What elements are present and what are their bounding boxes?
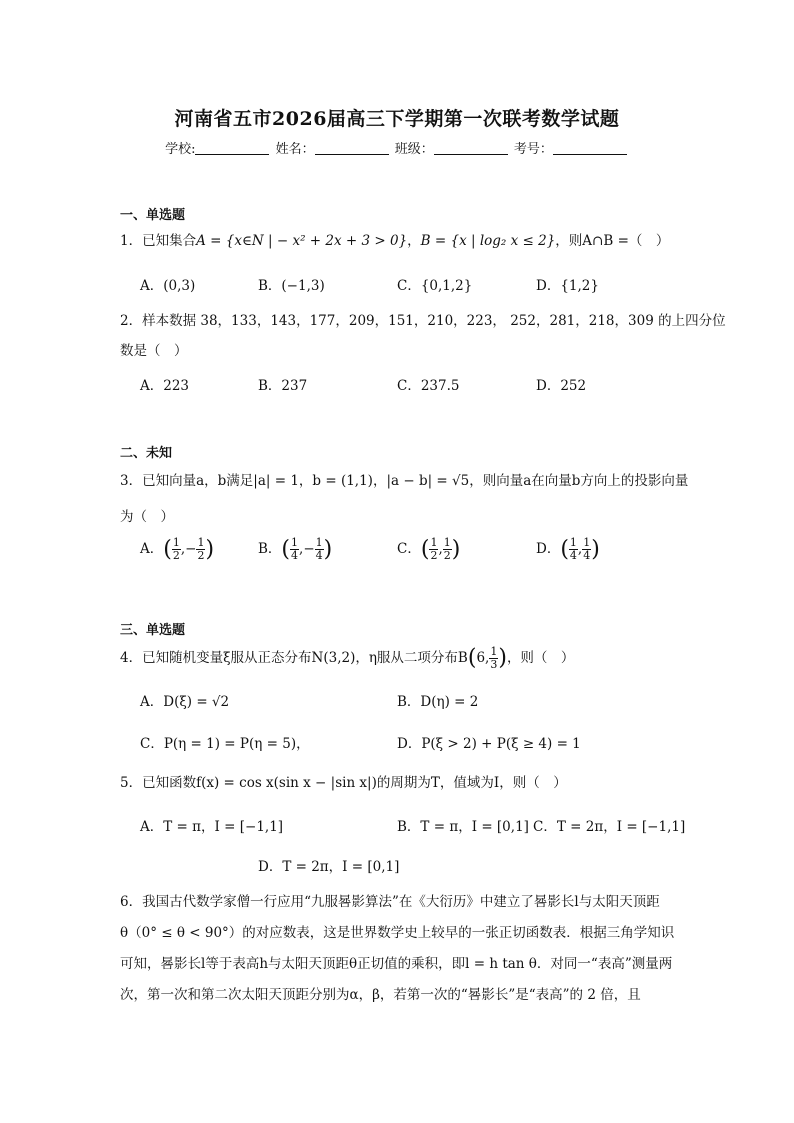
question-3-line-1: 3．已知向量a，b满足|a| = 1，b = (1,1)，|a − b| = √5，则向量a在向量b方向上的投影向量 <box>120 473 689 489</box>
page-title: 河南省五市2026届高三下学期第一次联考数学试题 <box>174 108 620 130</box>
question-6-line-4: 次，第一次和第二次太阳天顶距分别为α，β，若第一次的“晷影长”是“表高”的 2 倍，且 <box>120 987 641 1003</box>
q1-option-d[interactable]: D．{1,2} <box>536 278 599 294</box>
section-heading: 一、单选题 <box>120 208 186 223</box>
q3-option-d[interactable]: D．( $\frac{1}{4}$ , $\frac{1}{4}$ ) <box>536 536 600 562</box>
section-heading: 二、未知 <box>120 446 173 461</box>
q5-option-a[interactable]: A．T = π，I = [−1,1] <box>140 819 284 835</box>
name-label: 姓名： <box>275 142 315 157</box>
q3-option-a[interactable]: A．( $\frac{1}{2}$ ,− $\frac{1}{2}$ ) <box>140 536 215 562</box>
question-3-line-2: 为（ ） <box>120 509 174 525</box>
question-1: 1．已知集合A = {x∈N | − x² + 2x + 3 > 0}，B = {x | log₂ x ≤ 2}，则A∩B =（ ） <box>120 233 670 249</box>
student-info-row <box>0 138 794 157</box>
q2-option-c[interactable]: C．237.5 <box>397 378 460 394</box>
question-5: 5．已知函数f(x) = cos x(sin x − |sin x|)的周期为T，值域为I，则（ ） <box>120 775 567 791</box>
q1-option-c[interactable]: C．{0,1,2} <box>397 278 473 294</box>
q4-option-c[interactable]: C．P(η = 1) = P(η = 5)， <box>140 736 310 752</box>
q1-option-a[interactable]: A．(0,3) <box>140 278 196 294</box>
exam-number-blank[interactable] <box>553 142 627 155</box>
class-label: 班级： <box>394 142 434 157</box>
q4-option-b[interactable]: B．D(η) = 2 <box>397 694 479 710</box>
q5-option-c[interactable]: C．T = 2π，I = [−1,1] <box>533 819 686 835</box>
section-heading: 三、单选题 <box>120 623 186 638</box>
class-blank[interactable] <box>434 142 508 155</box>
q5-option-b[interactable]: B．T = π，I = [0,1] <box>397 819 529 835</box>
question-2-line-2: 数是（ ） <box>120 343 188 359</box>
q4-option-d[interactable]: D．P(ξ > 2) + P(ξ ≥ 4) = 1 <box>397 736 581 752</box>
name-blank[interactable] <box>315 142 389 155</box>
question-2-line-1: 2．样本数据 38，133，143，177，209，151，210，223， 252，281，218，309 的上四分位 <box>120 313 726 329</box>
question-4: 4．已知随机变量ξ服从正态分布N(3,2)，η服从二项分布B(6, $\frac{1}{3}$ )，则（ ） <box>120 645 575 671</box>
q3-option-c[interactable]: C．( $\frac{1}{2}$ , $\frac{1}{2}$ ) <box>397 536 461 562</box>
school-label: 学校: <box>165 142 196 157</box>
question-6-line-2: θ（0° ≤ θ < 90°）的对应数表，这是世界数学史上较早的一张正切函数表．根据三角学知识 <box>120 925 675 941</box>
question-6-line-1: 6．我国古代数学家僧一行应用“九服晷影算法”在《大衍历》中建立了晷影长l与太阳天顶距 <box>120 894 660 910</box>
q5-option-d[interactable]: D．T = 2π，I = [0,1] <box>258 859 400 875</box>
school-blank[interactable] <box>195 142 269 155</box>
q2-option-a[interactable]: A．223 <box>140 378 190 394</box>
exam-number-label: 考号： <box>513 142 553 157</box>
q1-option-b[interactable]: B．(−1,3) <box>258 278 325 294</box>
question-6-line-3: 可知，晷影长l等于表高h与太阳天顶距θ正切值的乘积，即l = h tan θ．对同一“表高”测量两 <box>120 956 673 972</box>
q4-option-a[interactable]: A．D(ξ) = √2 <box>140 694 230 710</box>
q3-option-b[interactable]: B．( $\frac{1}{4}$ ,− $\frac{1}{4}$ ) <box>258 536 333 562</box>
q2-option-b[interactable]: B．237 <box>258 378 308 394</box>
q2-option-d[interactable]: D．252 <box>536 378 587 394</box>
